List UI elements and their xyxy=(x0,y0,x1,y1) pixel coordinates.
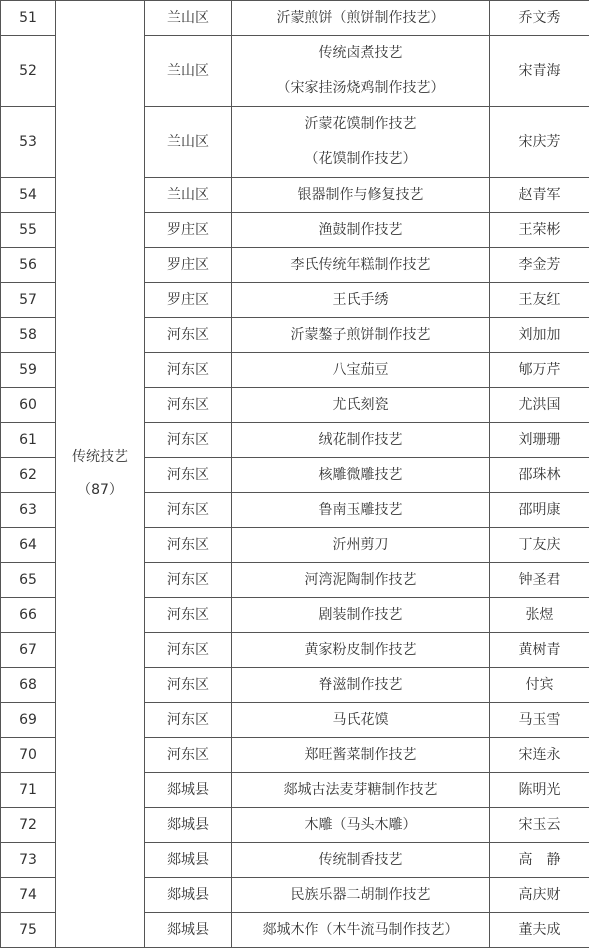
district-cell: 郯城县 xyxy=(145,808,232,843)
inheritor-cell: 刘加加 xyxy=(490,318,589,353)
project-cell xyxy=(232,913,490,948)
project-cell xyxy=(232,423,490,458)
project-name: 八宝茄豆 xyxy=(333,362,389,378)
project-cell xyxy=(232,458,490,493)
inheritor-cell: 李金芳 xyxy=(490,248,589,283)
row-number: 68 xyxy=(1,668,56,703)
project-name: 绒花制作技艺 xyxy=(319,432,403,448)
row-number: 61 xyxy=(1,423,56,458)
inheritor-cell: 高庆财 xyxy=(490,878,589,913)
project-name: 鲁南玉雕技艺 xyxy=(319,502,403,518)
table-row xyxy=(1,1,589,36)
project-name: 沂州剪刀 xyxy=(333,537,389,553)
row-number: 57 xyxy=(1,283,56,318)
district-cell: 兰山区 xyxy=(145,36,232,107)
project-name: 剧装制作技艺 xyxy=(319,607,403,623)
district-cell: 郯城县 xyxy=(145,843,232,878)
inheritor-cell: 邵珠林 xyxy=(490,458,589,493)
row-number: 71 xyxy=(1,773,56,808)
project-cell xyxy=(232,843,490,878)
project-name: 河湾泥陶制作技艺 xyxy=(305,572,417,588)
row-number: 64 xyxy=(1,528,56,563)
project-cell xyxy=(232,213,490,248)
district-cell: 罗庄区 xyxy=(145,283,232,318)
row-number: 73 xyxy=(1,843,56,878)
project-name: 核雕微雕技艺 xyxy=(319,467,403,483)
project-cell xyxy=(232,107,490,178)
project-cell xyxy=(232,388,490,423)
project-cell xyxy=(232,738,490,773)
district-cell: 河东区 xyxy=(145,353,232,388)
inheritor-cell: 陈明光 xyxy=(490,773,589,808)
project-name: 郑旺酱菜制作技艺 xyxy=(305,747,417,763)
project-name: 李氏传统年糕制作技艺 xyxy=(291,257,431,273)
row-number: 60 xyxy=(1,388,56,423)
project-cell xyxy=(232,773,490,808)
project-name: （花馍制作技艺） xyxy=(232,142,489,177)
project-name: （宋家挂汤烧鸡制作技艺） xyxy=(232,71,489,106)
project-cell xyxy=(232,668,490,703)
row-number: 56 xyxy=(1,248,56,283)
project-cell xyxy=(232,178,490,213)
district-cell: 兰山区 xyxy=(145,1,232,36)
project-cell xyxy=(232,36,490,107)
district-cell: 罗庄区 xyxy=(145,213,232,248)
project-name: 渔鼓制作技艺 xyxy=(319,222,403,238)
project-cell xyxy=(232,633,490,668)
row-number: 55 xyxy=(1,213,56,248)
project-cell xyxy=(232,1,490,36)
district-cell: 河东区 xyxy=(145,703,232,738)
district-cell: 兰山区 xyxy=(145,178,232,213)
district-cell: 河东区 xyxy=(145,528,232,563)
inheritor-cell: 王荣彬 xyxy=(490,213,589,248)
category-cell xyxy=(56,1,145,948)
row-number: 58 xyxy=(1,318,56,353)
inheritor-cell: 赵青军 xyxy=(490,178,589,213)
district-cell: 郯城县 xyxy=(145,773,232,808)
row-number: 75 xyxy=(1,913,56,948)
inheritor-cell: 宋连永 xyxy=(490,738,589,773)
project-cell xyxy=(232,878,490,913)
row-number: 54 xyxy=(1,178,56,213)
project-name: 民族乐器二胡制作技艺 xyxy=(291,887,431,903)
inheritor-cell: 宋玉云 xyxy=(490,808,589,843)
row-number: 53 xyxy=(1,107,56,178)
project-cell xyxy=(232,808,490,843)
row-number: 72 xyxy=(1,808,56,843)
district-cell: 河东区 xyxy=(145,738,232,773)
project-cell xyxy=(232,318,490,353)
inheritor-cell: 郇万芹 xyxy=(490,353,589,388)
district-cell: 兰山区 xyxy=(145,107,232,178)
inheritor-cell: 尤洪国 xyxy=(490,388,589,423)
project-name: 沂蒙花馍制作技艺 xyxy=(232,107,489,142)
inheritor-cell: 宋庆芳 xyxy=(490,107,589,178)
row-number: 62 xyxy=(1,458,56,493)
project-cell xyxy=(232,528,490,563)
inheritor-cell: 宋青海 xyxy=(490,36,589,107)
project-name: 沂蒙煎饼（煎饼制作技艺） xyxy=(277,10,445,26)
project-name: 木雕（马头木雕） xyxy=(305,817,417,833)
category-count: （87） xyxy=(56,474,144,507)
inheritor-cell: 张煜 xyxy=(490,598,589,633)
project-name: 传统制香技艺 xyxy=(319,852,403,868)
inheritor-cell: 乔文秀 xyxy=(490,1,589,36)
row-number: 63 xyxy=(1,493,56,528)
project-cell xyxy=(232,353,490,388)
row-number: 69 xyxy=(1,703,56,738)
district-cell: 河东区 xyxy=(145,563,232,598)
district-cell: 河东区 xyxy=(145,668,232,703)
inheritor-cell: 邵明康 xyxy=(490,493,589,528)
inheritor-cell: 黄树青 xyxy=(490,633,589,668)
project-name: 银器制作与修复技艺 xyxy=(298,187,424,203)
project-cell xyxy=(232,248,490,283)
district-cell: 郯城县 xyxy=(145,878,232,913)
district-cell: 郯城县 xyxy=(145,913,232,948)
district-cell: 河东区 xyxy=(145,388,232,423)
district-cell: 罗庄区 xyxy=(145,248,232,283)
project-name: 黄家粉皮制作技艺 xyxy=(305,642,417,658)
project-name: 郯城古法麦芽糖制作技艺 xyxy=(284,782,438,798)
project-cell xyxy=(232,493,490,528)
project-name: 马氏花馍 xyxy=(333,712,389,728)
row-number: 74 xyxy=(1,878,56,913)
table-body xyxy=(1,1,589,948)
row-number: 66 xyxy=(1,598,56,633)
inheritor-cell: 董夫成 xyxy=(490,913,589,948)
category-name: 传统技艺 xyxy=(56,441,144,474)
inheritor-cell: 马玉雪 xyxy=(490,703,589,738)
inheritor-cell: 钟圣君 xyxy=(490,563,589,598)
row-number: 51 xyxy=(1,1,56,36)
project-cell xyxy=(232,283,490,318)
district-cell: 河东区 xyxy=(145,423,232,458)
inheritor-cell: 刘珊珊 xyxy=(490,423,589,458)
district-cell: 河东区 xyxy=(145,598,232,633)
inheritor-cell: 付宾 xyxy=(490,668,589,703)
project-name: 脊滋制作技艺 xyxy=(319,677,403,693)
district-cell: 河东区 xyxy=(145,633,232,668)
project-name: 王氏手绣 xyxy=(333,292,389,308)
row-number: 52 xyxy=(1,36,56,107)
project-name: 尤氏刻瓷 xyxy=(333,397,389,413)
project-name: 传统卤煮技艺 xyxy=(232,36,489,71)
row-number: 70 xyxy=(1,738,56,773)
inheritor-cell: 高 静 xyxy=(490,843,589,878)
inheritor-cell: 丁友庆 xyxy=(490,528,589,563)
project-cell xyxy=(232,598,490,633)
district-cell: 河东区 xyxy=(145,493,232,528)
row-number: 59 xyxy=(1,353,56,388)
row-number: 65 xyxy=(1,563,56,598)
project-name: 沂蒙鏊子煎饼制作技艺 xyxy=(291,327,431,343)
inheritor-cell: 王友红 xyxy=(490,283,589,318)
row-number: 67 xyxy=(1,633,56,668)
district-cell: 河东区 xyxy=(145,318,232,353)
project-cell xyxy=(232,563,490,598)
district-cell: 河东区 xyxy=(145,458,232,493)
project-name: 郯城木作（木牛流马制作技艺） xyxy=(263,922,459,938)
project-cell xyxy=(232,703,490,738)
